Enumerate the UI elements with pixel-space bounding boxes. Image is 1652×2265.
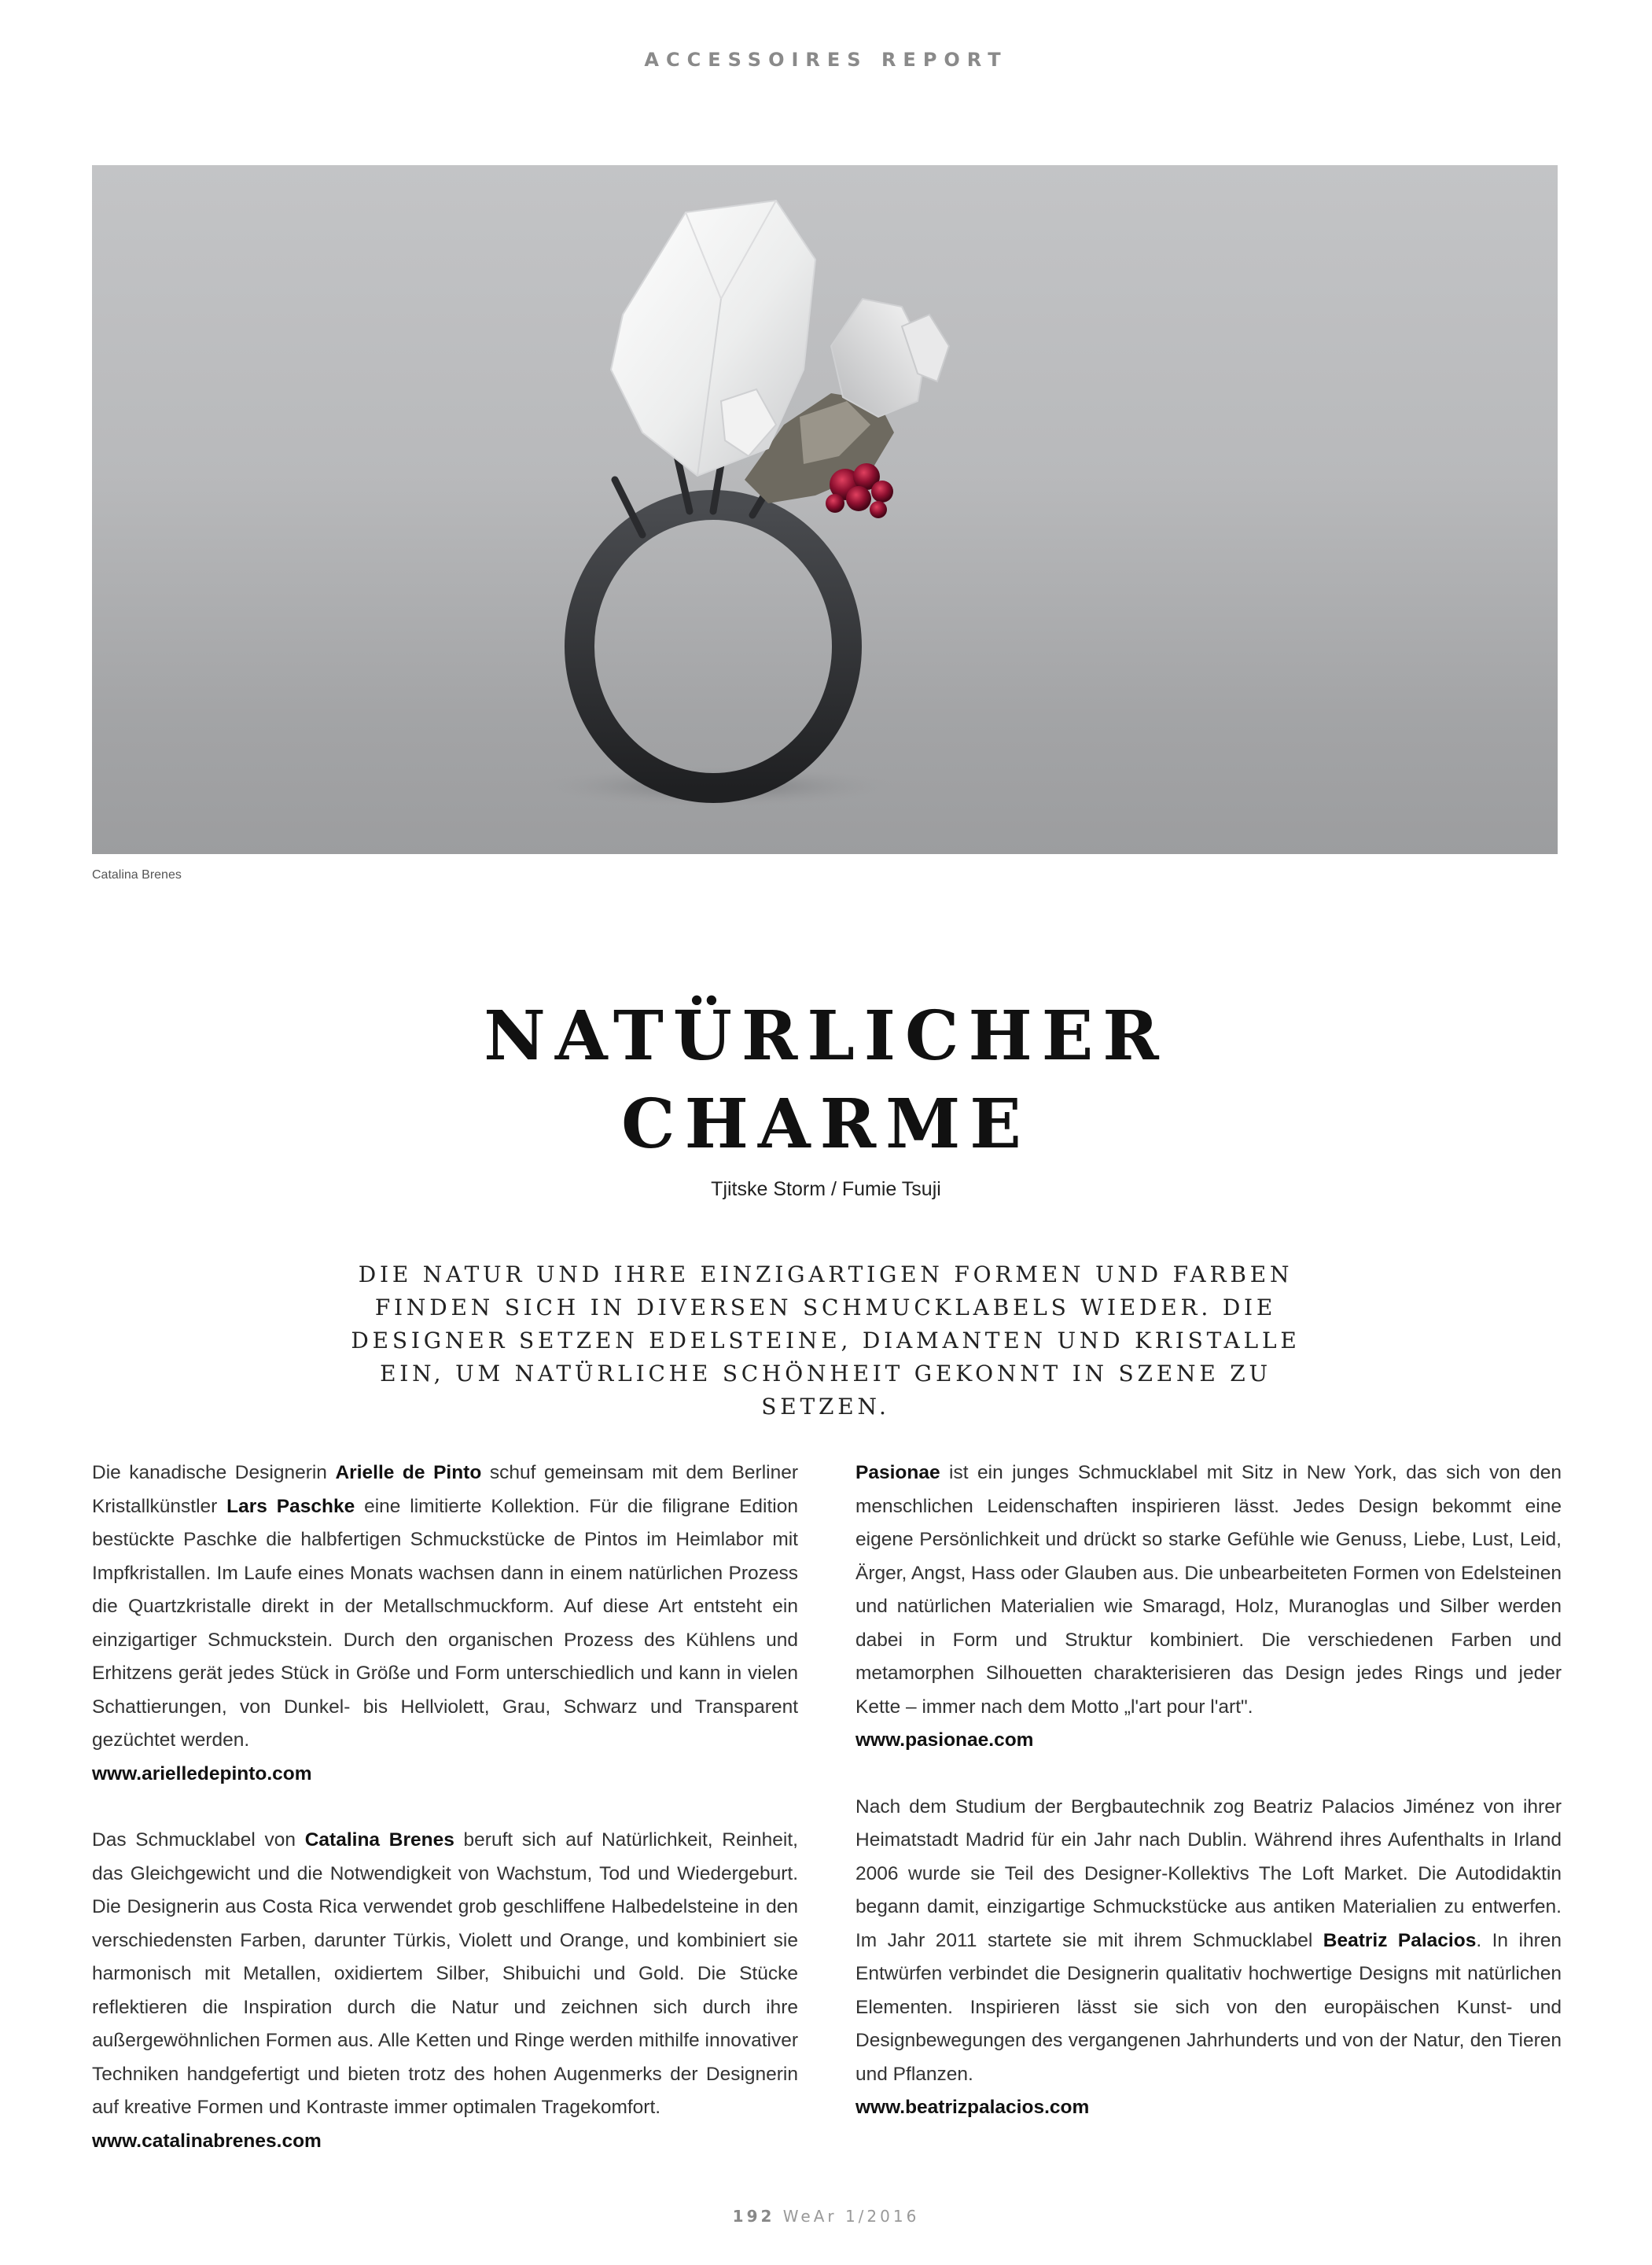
- title-line-2: CHARME: [621, 1085, 1031, 1164]
- link-catalinabrenes[interactable]: www.catalinabrenes.com: [92, 2130, 322, 2152]
- lead-paragraph: DIE NATUR UND IHRE EINZIGARTIGEN FORMEN UND FARBEN FINDEN SICH IN DIVERSEN SCHMUCKLABELS WIEDER. DIE DESIGNER SETZEN EDELSTEINE, DIAMANTEN UND KRISTALLE EIN, UM NATÜRLICHE SCHÖNHEIT GEKONNT IN SZENE ZU SETZEN.: [351, 1261, 1301, 1420]
- small-quartz: [831, 299, 925, 417]
- paragraph-catalina-brenes: Das Schmucklabel von Catalina Brenes beruft sich auf Natürlichkeit, Reinheit, das Gleichgewicht und die Notwendigkeit von Wachstum, Tod und Wiedergeburt. Die Designerin aus Costa Rica verwendet grob geschliffene Halbedelsteine in den verschiedensten Farben, darunter Türkis, Violett und Orange, und kombiniert sie harmonisch mit Metallen, oxidiertem Silber, Shibuichi und Gold. Die Stücke reflektieren die Inspiration durch die Natur und zeichnen sich durch ihre außergewöhnlichen Formen aus. Alle Ketten und Ringe werden mithilfe innovativer Techniken handgefertigt und bieten trotz des hohen Augenmerks der Designerin auf kreative Formen und Kontraste immer optimalen Tragekomfort.: [92, 1829, 798, 2118]
- running-header: ACCESSOIRES REPORT: [644, 49, 1008, 71]
- designer-name: Lars Paschke: [226, 1495, 355, 1517]
- link-beatrizpalacios[interactable]: www.beatrizpalacios.com: [855, 2097, 1090, 2118]
- ring-illustration: [92, 165, 1558, 854]
- page-footer: [0, 2207, 1652, 2226]
- left-column: [92, 1457, 798, 2158]
- page-number: 192: [732, 2207, 775, 2226]
- designer-name: Arielle de Pinto: [335, 1462, 482, 1483]
- title-line-1: NATÜRLICHER: [484, 996, 1168, 1076]
- designer-name: Catalina Brenes: [304, 1829, 454, 1851]
- byline: Tjitske Storm / Fumie Tsuji: [711, 1178, 941, 1200]
- paragraph-arielle-de-pinto: Die kanadische Designerin Arielle de Pinto schuf gemeinsam mit dem Berliner Kristallkünstler Lars Paschke eine limitierte Kollektion. Für die filigrane Edition bestückte Paschke die halbfertigen Schmuckstücke de Pintos im Heimlabor mit Impfkristallen. Im Laufe eines Monats wachsen dann in einem natürlichen Prozess die Quartzkristalle direkt in der Metallschmuckform. Auf diese Art entsteht ein einzigartiger Schmuckstein. Durch den organischen Prozess des Kühlens und Erhitzens gerät jedes Stück in Größe und Form unterschiedlich und kann in vielen Schattierungen, von Dunkel- bis Hellviolett, Grau, Schwarz und Transparent gezüchtet werden.: [92, 1462, 799, 1751]
- link-arielledepinto[interactable]: www.arielledepinto.com: [92, 1762, 312, 1784]
- hero-photo: [92, 165, 1558, 854]
- photo-caption: Catalina Brenes: [92, 868, 182, 882]
- right-column: [855, 1457, 1562, 2125]
- designer-name: Beatriz Palacios: [1323, 1929, 1477, 1951]
- link-pasionae[interactable]: www.pasionae.com: [855, 1729, 1034, 1751]
- paragraph-beatriz-palacios: Nach dem Studium der Bergbautechnik zog Beatriz Palacios Jiménez von ihrer Heimatstadt Madrid für ein Jahr nach Dublin. Während ihres Aufenthalts in Irland 2006 wurde sie Teil des Designer-Kollektivs The Loft Market. Die Autodidaktin begann damit, einzigartige Schmuckstücke aus antiken Materialien zu entwerfen. Im Jahr 2011 startete sie mit ihrem Schmucklabel Beatriz Palacios. In ihren Entwürfen verbindet die Designerin qualitativ hochwertige Designs mit natürlichen Elementen. Inspirieren lässt sie sich von den europäischen Kunst- und Designbewegungen des vergangenen Jahrhunderts und von der Natur, den Tieren und Pflanzen.: [855, 1795, 1562, 2085]
- ring-band: [579, 505, 847, 788]
- issue-label: WeAr 1/2016: [782, 2207, 920, 2226]
- paragraph-pasionae: Pasionae ist ein junges Schmucklabel mit Sitz in New York, das sich von den menschlichen Leidenschaften inspirieren lässt. Jedes Design bekommt eine eigene Persönlichkeit und drückt so starke Gefühle wie Genuss, Liebe, Lust, Leid, Ärger, Angst, Hass oder Glauben aus. Die unbearbeiteten Formen von Edelsteinen und natürlichen Materialien wie Smaragd, Holz, Muranoglas und Silber werden dabei in Form und Struktur kombiniert. Die verschiedenen Farben und metamorphen Silhouetten charakterisieren das Design jedes Rings und jeder Kette – immer nach dem Motto „l'art pour l'art".: [855, 1462, 1562, 1718]
- designer-name: Pasionae: [855, 1462, 940, 1483]
- article-title: [0, 993, 1652, 1169]
